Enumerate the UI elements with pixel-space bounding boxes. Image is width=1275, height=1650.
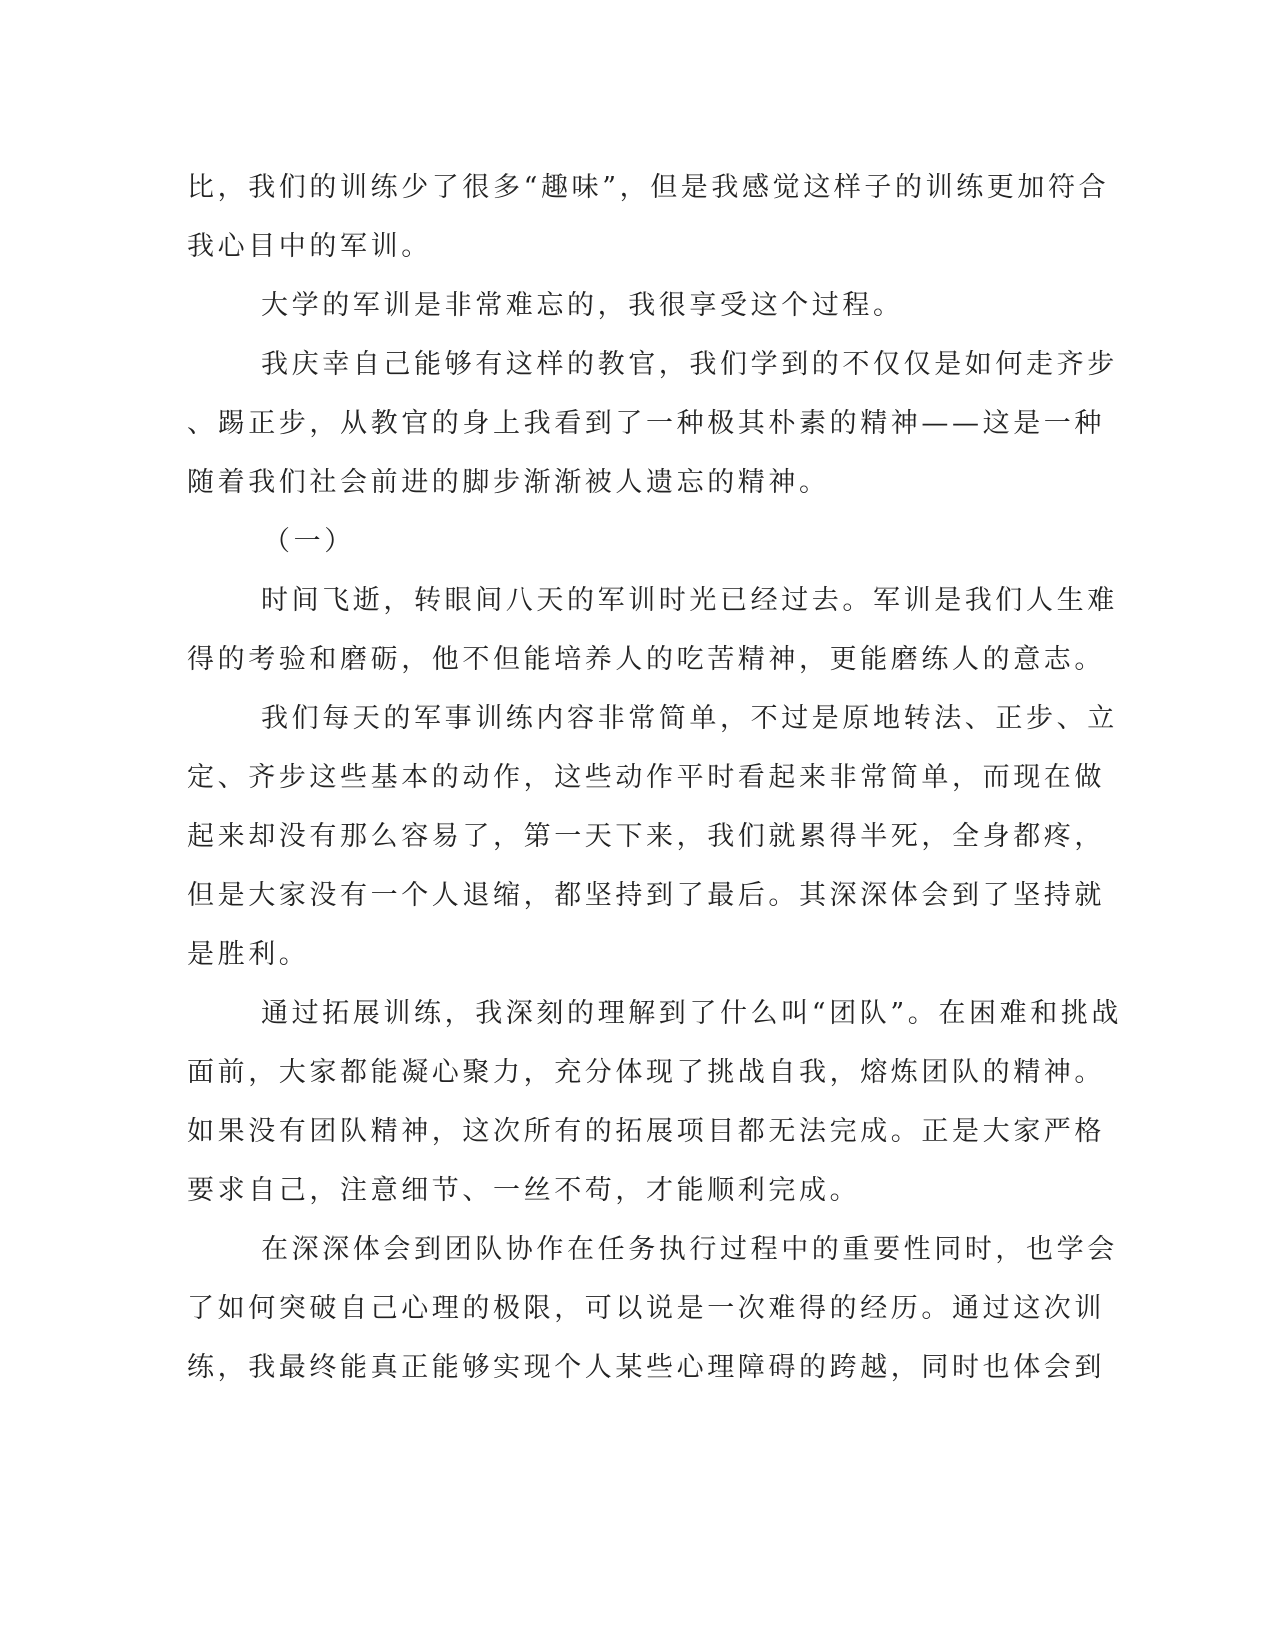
text-line: 我心目中的军训。 [187, 231, 432, 262]
text-line: 定、齐步这些基本的动作，这些动作平时看起来非常简单，而现在做 [187, 762, 1105, 793]
text-line: 了如何突破自己心理的极限，可以说是一次难得的经历。通过这次训 [187, 1293, 1105, 1324]
text-line: 、踢正步，从教官的身上我看到了一种极其朴素的精神——这是一种 [187, 408, 1105, 439]
paragraph-first-line: 我们每天的军事训练内容非常简单，不过是原地转法、正步、立 [261, 703, 1118, 734]
document-body [187, 158, 1123, 1397]
text-line: 是胜利。 [187, 939, 310, 970]
text-line: 随着我们社会前进的脚步渐渐被人遗忘的精神。 [187, 467, 830, 498]
text-line: 要求自己，注意细节、一丝不苟，才能顺利完成。 [187, 1175, 861, 1206]
text-line: 面前，大家都能凝心聚力，充分体现了挑战自我，熔炼团队的精神。 [187, 1057, 1105, 1088]
paragraph-first-line: 大学的军训是非常难忘的，我很享受这个过程。 [261, 290, 904, 321]
section-heading: （一） [263, 526, 355, 557]
paragraph-first-line: 通过拓展训练，我深刻的理解到了什么叫“团队”。在困难和挑战 [261, 998, 1123, 1029]
text-line: 练，我最终能真正能够实现个人某些心理障碍的跨越，同时也体会到 [187, 1352, 1105, 1383]
text-line: 得的考验和磨砺，他不但能培养人的吃苦精神，更能磨练人的意志。 [187, 644, 1105, 675]
text-line: 起来却没有那么容易了，第一天下来，我们就累得半死，全身都疼， [187, 821, 1105, 852]
paragraph-first-line: 我庆幸自己能够有这样的教官，我们学到的不仅仅是如何走齐步 [261, 349, 1118, 380]
paragraph-first-line: 在深深体会到团队协作在任务执行过程中的重要性同时，也学会 [261, 1234, 1118, 1265]
text-line: 比，我们的训练少了很多“趣味”，但是我感觉这样子的训练更加符合 [187, 172, 1110, 203]
text-line: 但是大家没有一个人退缩，都坚持到了最后。其深深体会到了坚持就 [187, 880, 1105, 911]
text-line: 如果没有团队精神，这次所有的拓展项目都无法完成。正是大家严格 [187, 1116, 1105, 1147]
paragraph-first-line: 时间飞逝，转眼间八天的军训时光已经过去。军训是我们人生难 [261, 585, 1118, 616]
